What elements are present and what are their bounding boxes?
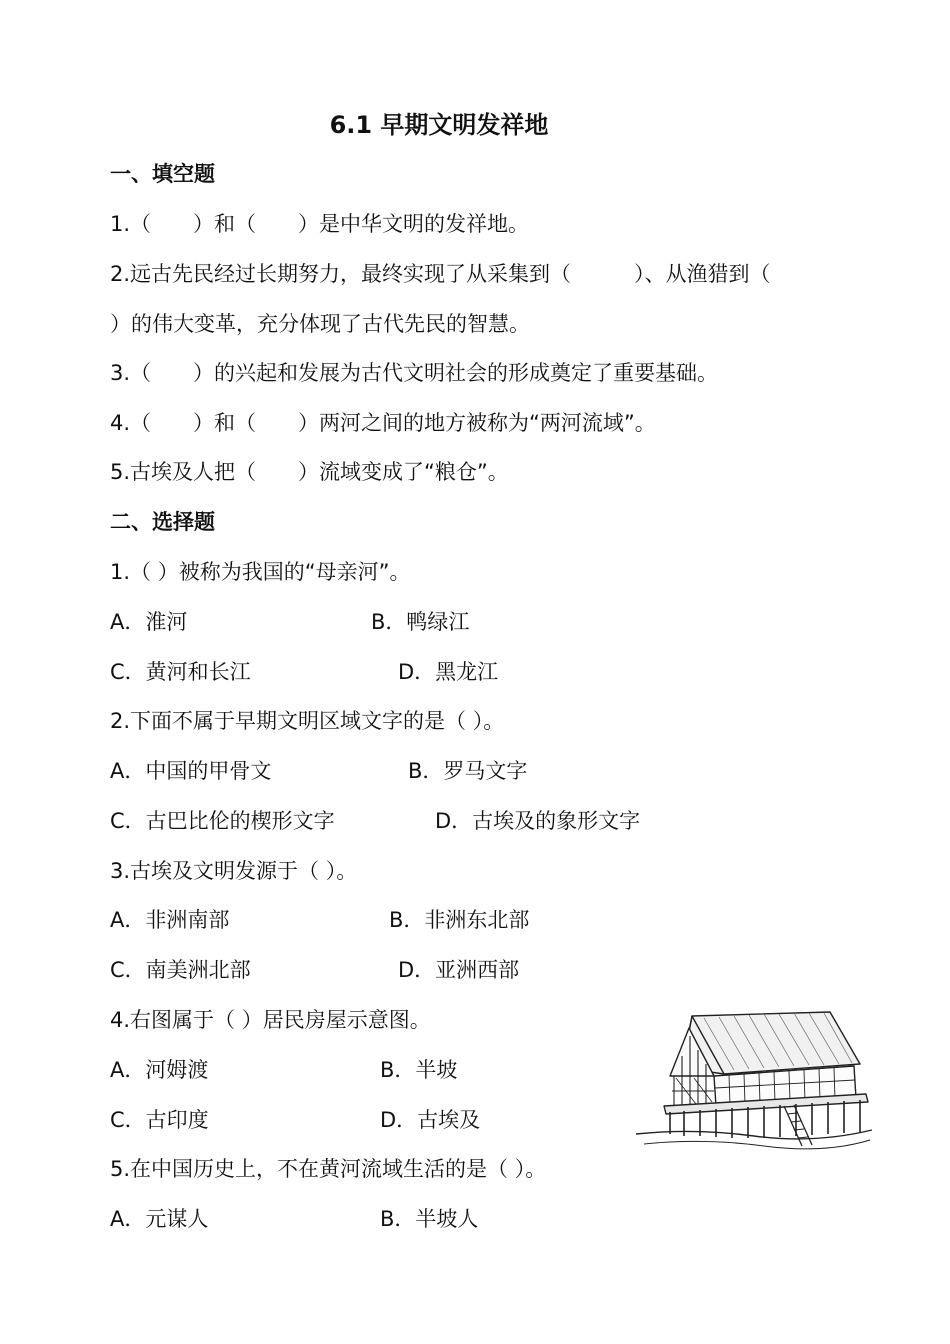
choice-question-2-option-d: D．古埃及的象形文字: [435, 809, 641, 833]
choice-question-5-option-a: A．元谋人: [110, 1207, 209, 1231]
section-heading-multiple-choice: 二、选择题: [110, 510, 215, 534]
choice-question-3-stem: 3.古埃及文明发源于（ ）。: [110, 859, 358, 883]
choice-question-2-stem: 2.下面不属于早期文明区域文字的是（ ）。: [110, 709, 505, 733]
fill-question-2-part1: 2.远古先民经过长期努力，最终实现了从采集到（ ）、从渔猎到（: [110, 262, 771, 286]
choice-question-1-option-d: D．黑龙江: [398, 660, 499, 684]
choice-question-1-option-a: A．淮河: [110, 610, 188, 634]
fill-question-5: 5.古埃及人把（ ）流域变成了“粮仓”。: [110, 460, 509, 484]
choice-question-1-option-b: B．鸭绿江: [371, 610, 470, 634]
choice-question-2-option-a: A．中国的甲骨文: [110, 759, 272, 783]
choice-question-2-option-b: B．罗马文字: [408, 759, 528, 783]
choice-question-3-option-c: C．南美洲北部: [110, 958, 251, 982]
choice-question-3-option-b: B．非洲东北部: [389, 908, 530, 932]
choice-question-4-option-a: A．河姆渡: [110, 1058, 209, 1082]
choice-question-1-option-c: C．黄河和长江: [110, 660, 251, 684]
stilt-house-illustration: [634, 1006, 874, 1156]
choice-question-3-option-a: A．非洲南部: [110, 908, 230, 932]
fill-question-1: 1.（ ）和（ ）是中华文明的发祥地。: [110, 212, 530, 236]
choice-question-4-option-c: C．古印度: [110, 1108, 209, 1132]
page-title: 6.1 早期文明发祥地: [329, 111, 549, 139]
choice-question-4-stem: 4.右图属于（ ）居民房屋示意图。: [110, 1008, 431, 1032]
fill-question-2-part2: ）的伟大变革，充分体现了古代先民的智慧。: [110, 312, 530, 336]
choice-question-4-option-b: B．半坡: [380, 1058, 458, 1082]
section-heading-fill-blank: 一、填空题: [110, 162, 215, 186]
choice-question-2-option-c: C．古巴比伦的楔形文字: [110, 809, 335, 833]
choice-question-5-option-b: B．半坡人: [380, 1207, 479, 1231]
choice-question-5-stem: 5.在中国历史上，不在黄河流域生活的是（ ）。: [110, 1157, 547, 1181]
fill-question-3: 3.（ ）的兴起和发展为古代文明社会的形成奠定了重要基础。: [110, 361, 719, 385]
choice-question-1-stem: 1.（ ）被称为我国的“母亲河”。: [110, 560, 411, 584]
fill-question-4: 4.（ ）和（ ）两河之间的地方被称为“两河流域”。: [110, 411, 656, 435]
choice-question-3-option-d: D．亚洲西部: [398, 958, 520, 982]
choice-question-4-option-d: D．古埃及: [380, 1108, 481, 1132]
